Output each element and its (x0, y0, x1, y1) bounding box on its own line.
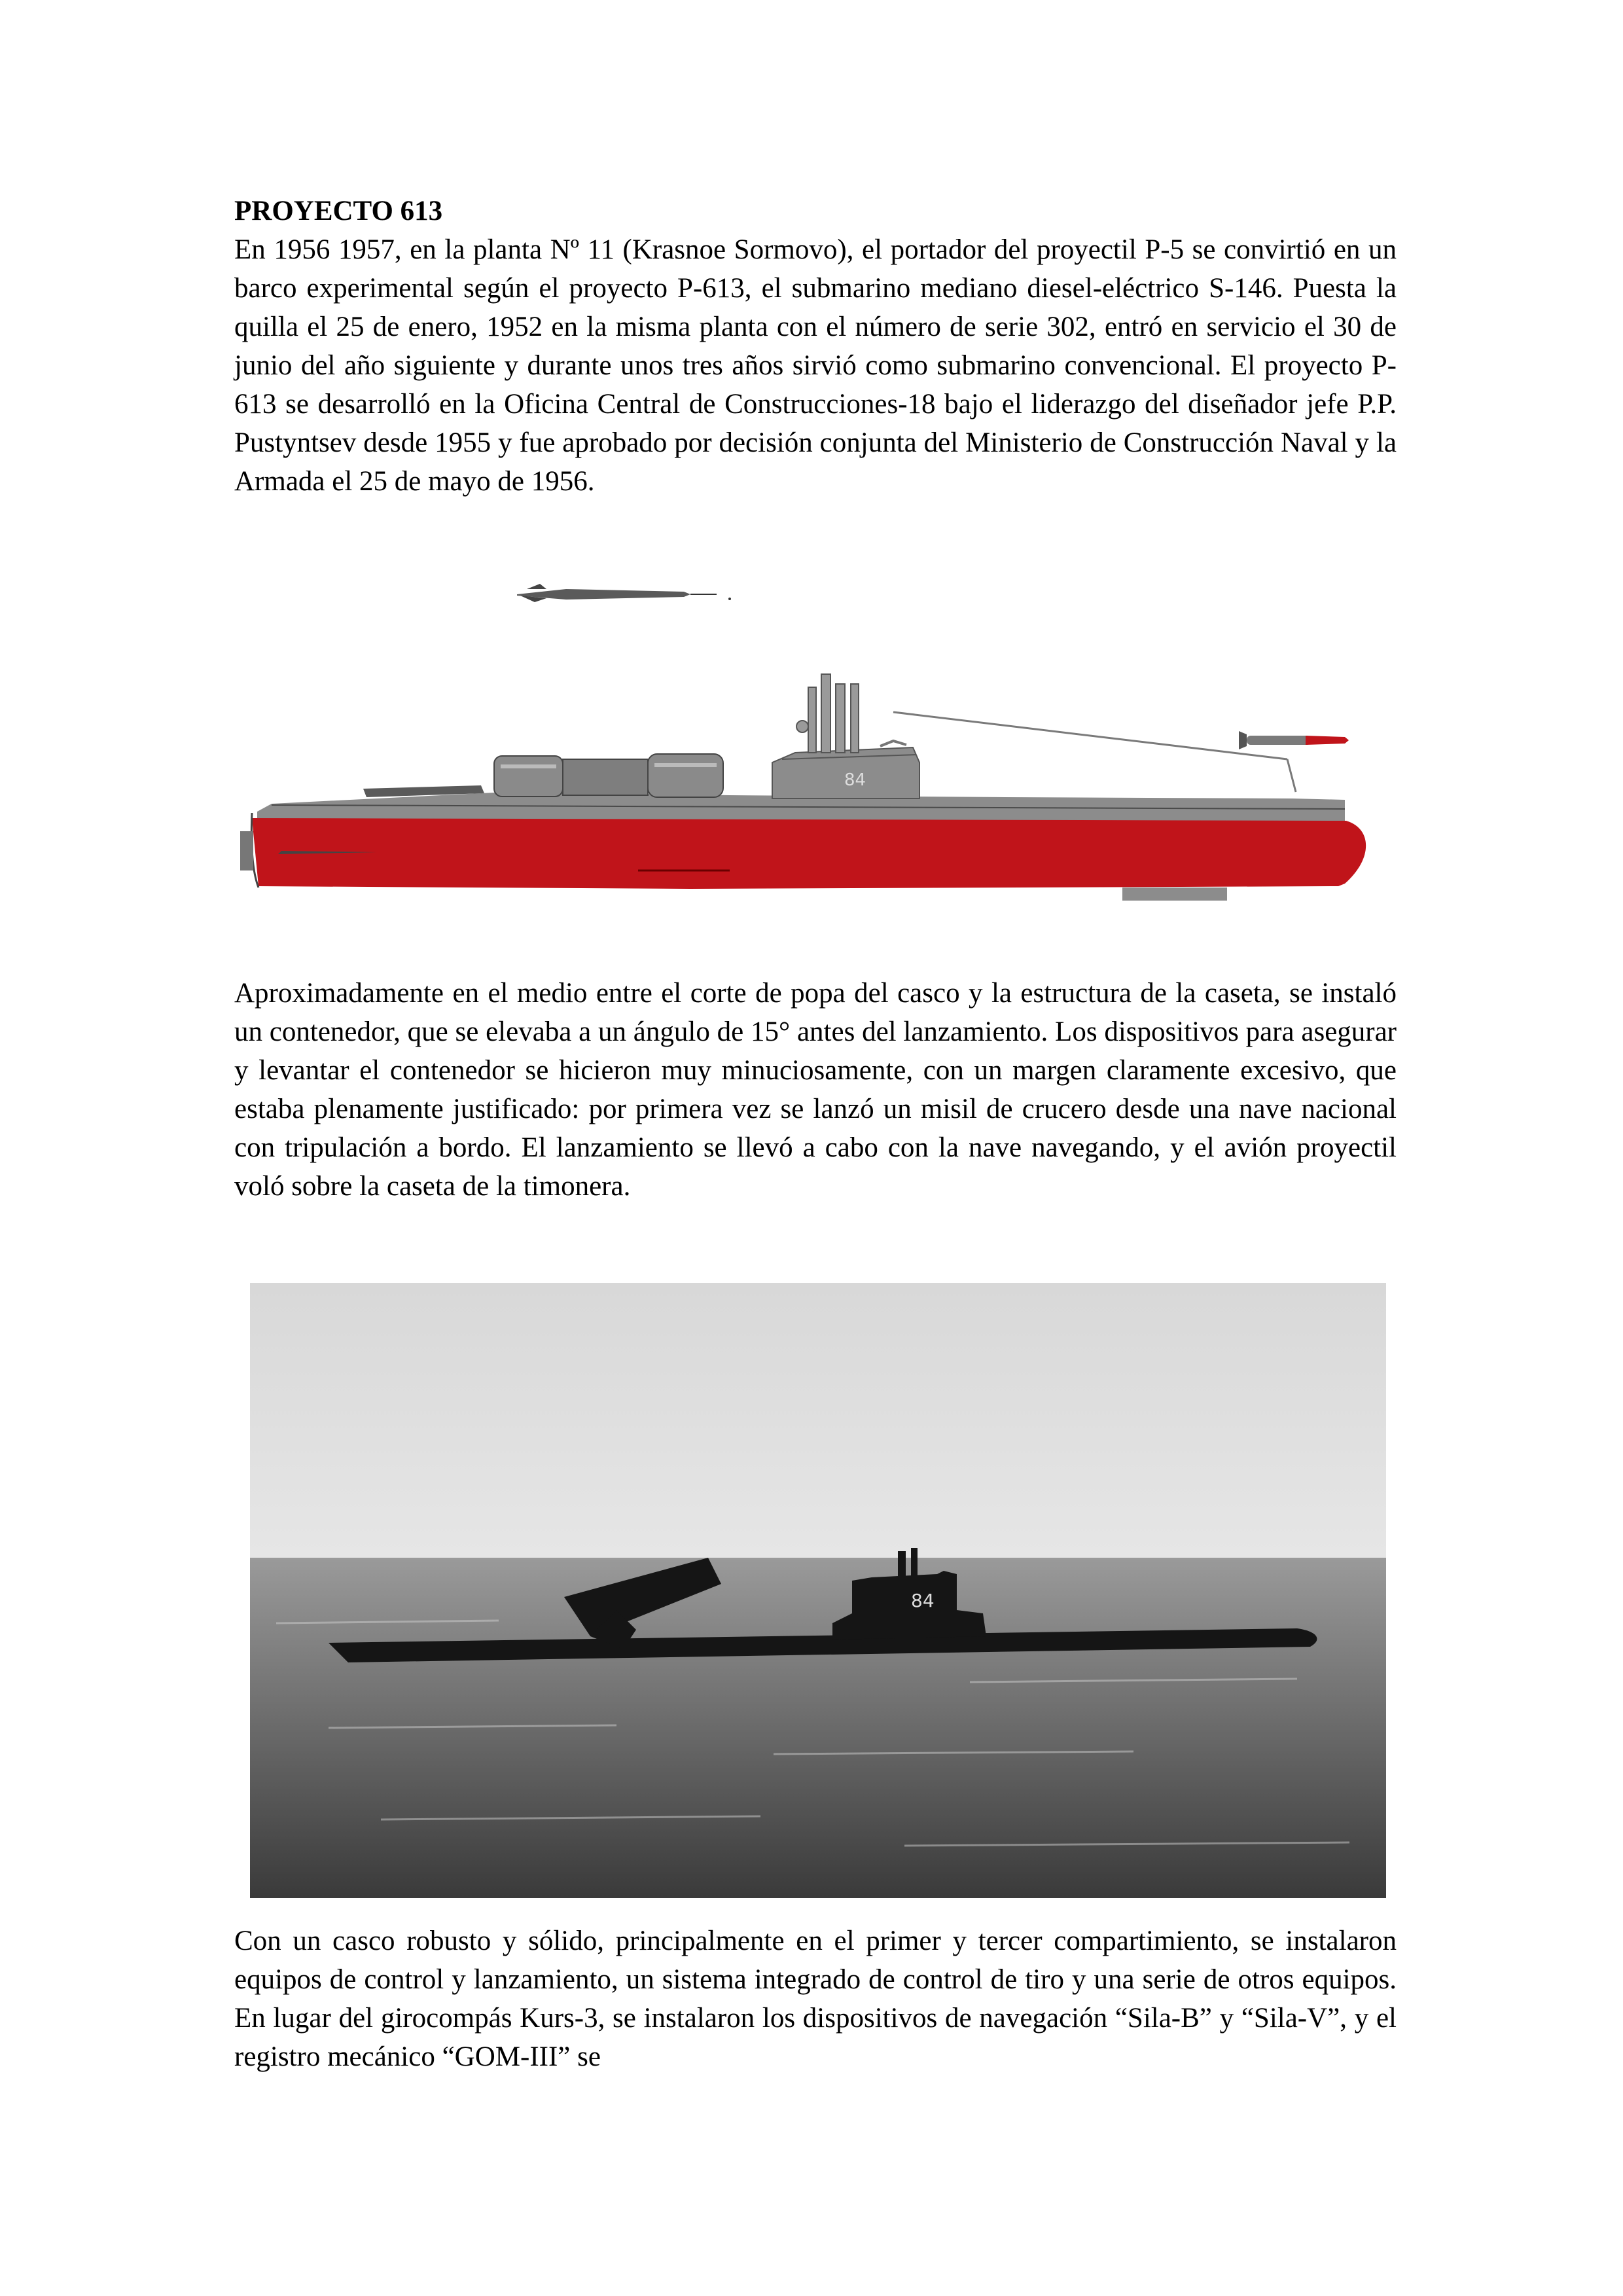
missile-drawing (517, 584, 731, 602)
photo-hull-number: 84 (911, 1590, 935, 1611)
section-title: PROYECTO 613 (234, 196, 443, 226)
submarine-side-view-drawing (232, 569, 1378, 923)
hull-number: 84 (844, 770, 866, 790)
small-missile-drawing (1239, 731, 1349, 749)
conning-tower (772, 674, 919, 798)
paragraph-container (234, 974, 1397, 1206)
submarine-launch-photo (250, 1283, 1386, 1898)
hull (252, 818, 1366, 889)
paragraph-text: Aproximadamente en el medio entre el corte de popa del casco y la estructura de la caseta, se instaló un contenedor, que se elevaba a un ángulo de 15° antes del lanzamiento. Los dispositivos para asegurar y levantar el contenedor se hicieron muy minuciosamente, con un margen claramente excesivo, que estaba plenamente justificado: por primera vez se lanzó un misil de crucero desde una nave nacional con tripulación a bordo. El lanzamiento se llevó a cabo con la nave navegando, y el avión proyectil voló sobre la caseta de la timonera. (234, 978, 1397, 1202)
sky (250, 1283, 1386, 1558)
paragraph-text: Con un casco robusto y sólido, principalmente en el primer y tercer compartimiento, se instalaron equipos de control y lanzamiento, un sistema integrado de control de tiro y una serie de otros equipos. En lugar del girocompás Kurs-3, se instalaron los dispositivos de navegación “Sila-B” y “Sila-V”, y el registro mecánico “GOM-III” se (234, 1926, 1397, 2072)
missile-container (363, 754, 723, 797)
paragraph-intro (234, 192, 1397, 501)
paragraph-equipment (234, 1922, 1397, 2076)
antenna-wire (893, 712, 1287, 759)
paragraph-text: En 1956 1957, en la planta Nº 11 (Krasnoe Sormovo), el portador del proyectil P-5 se convirtió en un barco experimental según el proyecto P-613, el submarino mediano diesel-eléctrico S-146. Puesta la quilla el 25 de enero, 1952 en la misma planta con el número de serie 302, entró en servicio el 30 de junio del año siguiente y durante unos tres años sirvió como submarino convencional. El proyecto P-613 se desarrolló en la Oficina Central de Construcciones-18 bajo el liderazgo del diseñador jefe P.P. Pustyntsev desde 1955 y fue aprobado por decisión conjunta del Ministerio de Construcción Naval y la Armada el 25 de mayo de 1956. (234, 234, 1397, 497)
